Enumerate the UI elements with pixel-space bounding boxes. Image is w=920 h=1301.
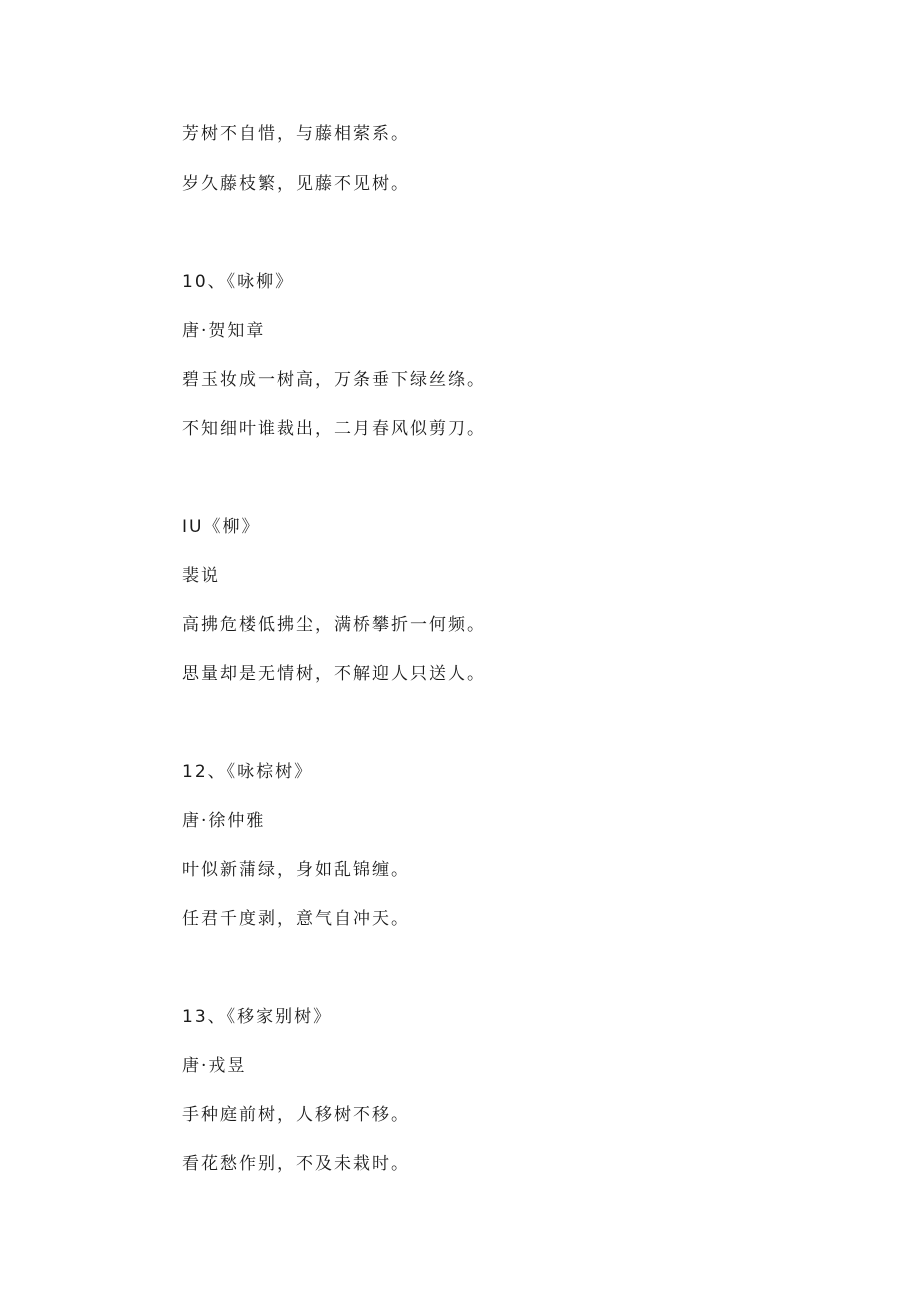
poem-13-title: 13、《移家别树》 xyxy=(182,1007,333,1027)
poem-12-line-1: 叶似新蒲绿，身如乱锦缠。 xyxy=(182,860,410,880)
poem-10-line-2: 不知细叶谁裁出，二月春风似剪刀。 xyxy=(182,419,486,439)
poem-11-title: IU《柳》 xyxy=(182,517,261,537)
poem-10-line-1: 碧玉妆成一树高，万条垂下绿丝绦。 xyxy=(182,370,486,390)
poem-13-author: 唐·戎昱 xyxy=(182,1056,247,1076)
poem-12-author: 唐·徐仲雅 xyxy=(182,811,266,831)
poem-13-line-1: 手种庭前树，人移树不移。 xyxy=(182,1105,410,1125)
poem-11-author: 裴说 xyxy=(182,566,220,586)
poem-12-title: 12、《咏棕树》 xyxy=(182,762,314,782)
poem-10-title: 10、《咏柳》 xyxy=(182,272,295,292)
poem-10-author: 唐·贺知章 xyxy=(182,321,266,341)
poem-11-line-2: 思量却是无情树，不解迎人只送人。 xyxy=(182,664,486,684)
poem-11-line-1: 高拂危楼低拂尘，满桥攀折一何频。 xyxy=(182,615,486,635)
fragment-line-1: 芳树不自惜，与藤相萦系。 xyxy=(182,124,410,144)
fragment-line-2: 岁久藤枝繁，见藤不见树。 xyxy=(182,174,410,194)
poem-12-line-2: 任君千度剥，意气自冲天。 xyxy=(182,909,410,929)
poem-13-line-2: 看花愁作别，不及未栽时。 xyxy=(182,1154,410,1174)
